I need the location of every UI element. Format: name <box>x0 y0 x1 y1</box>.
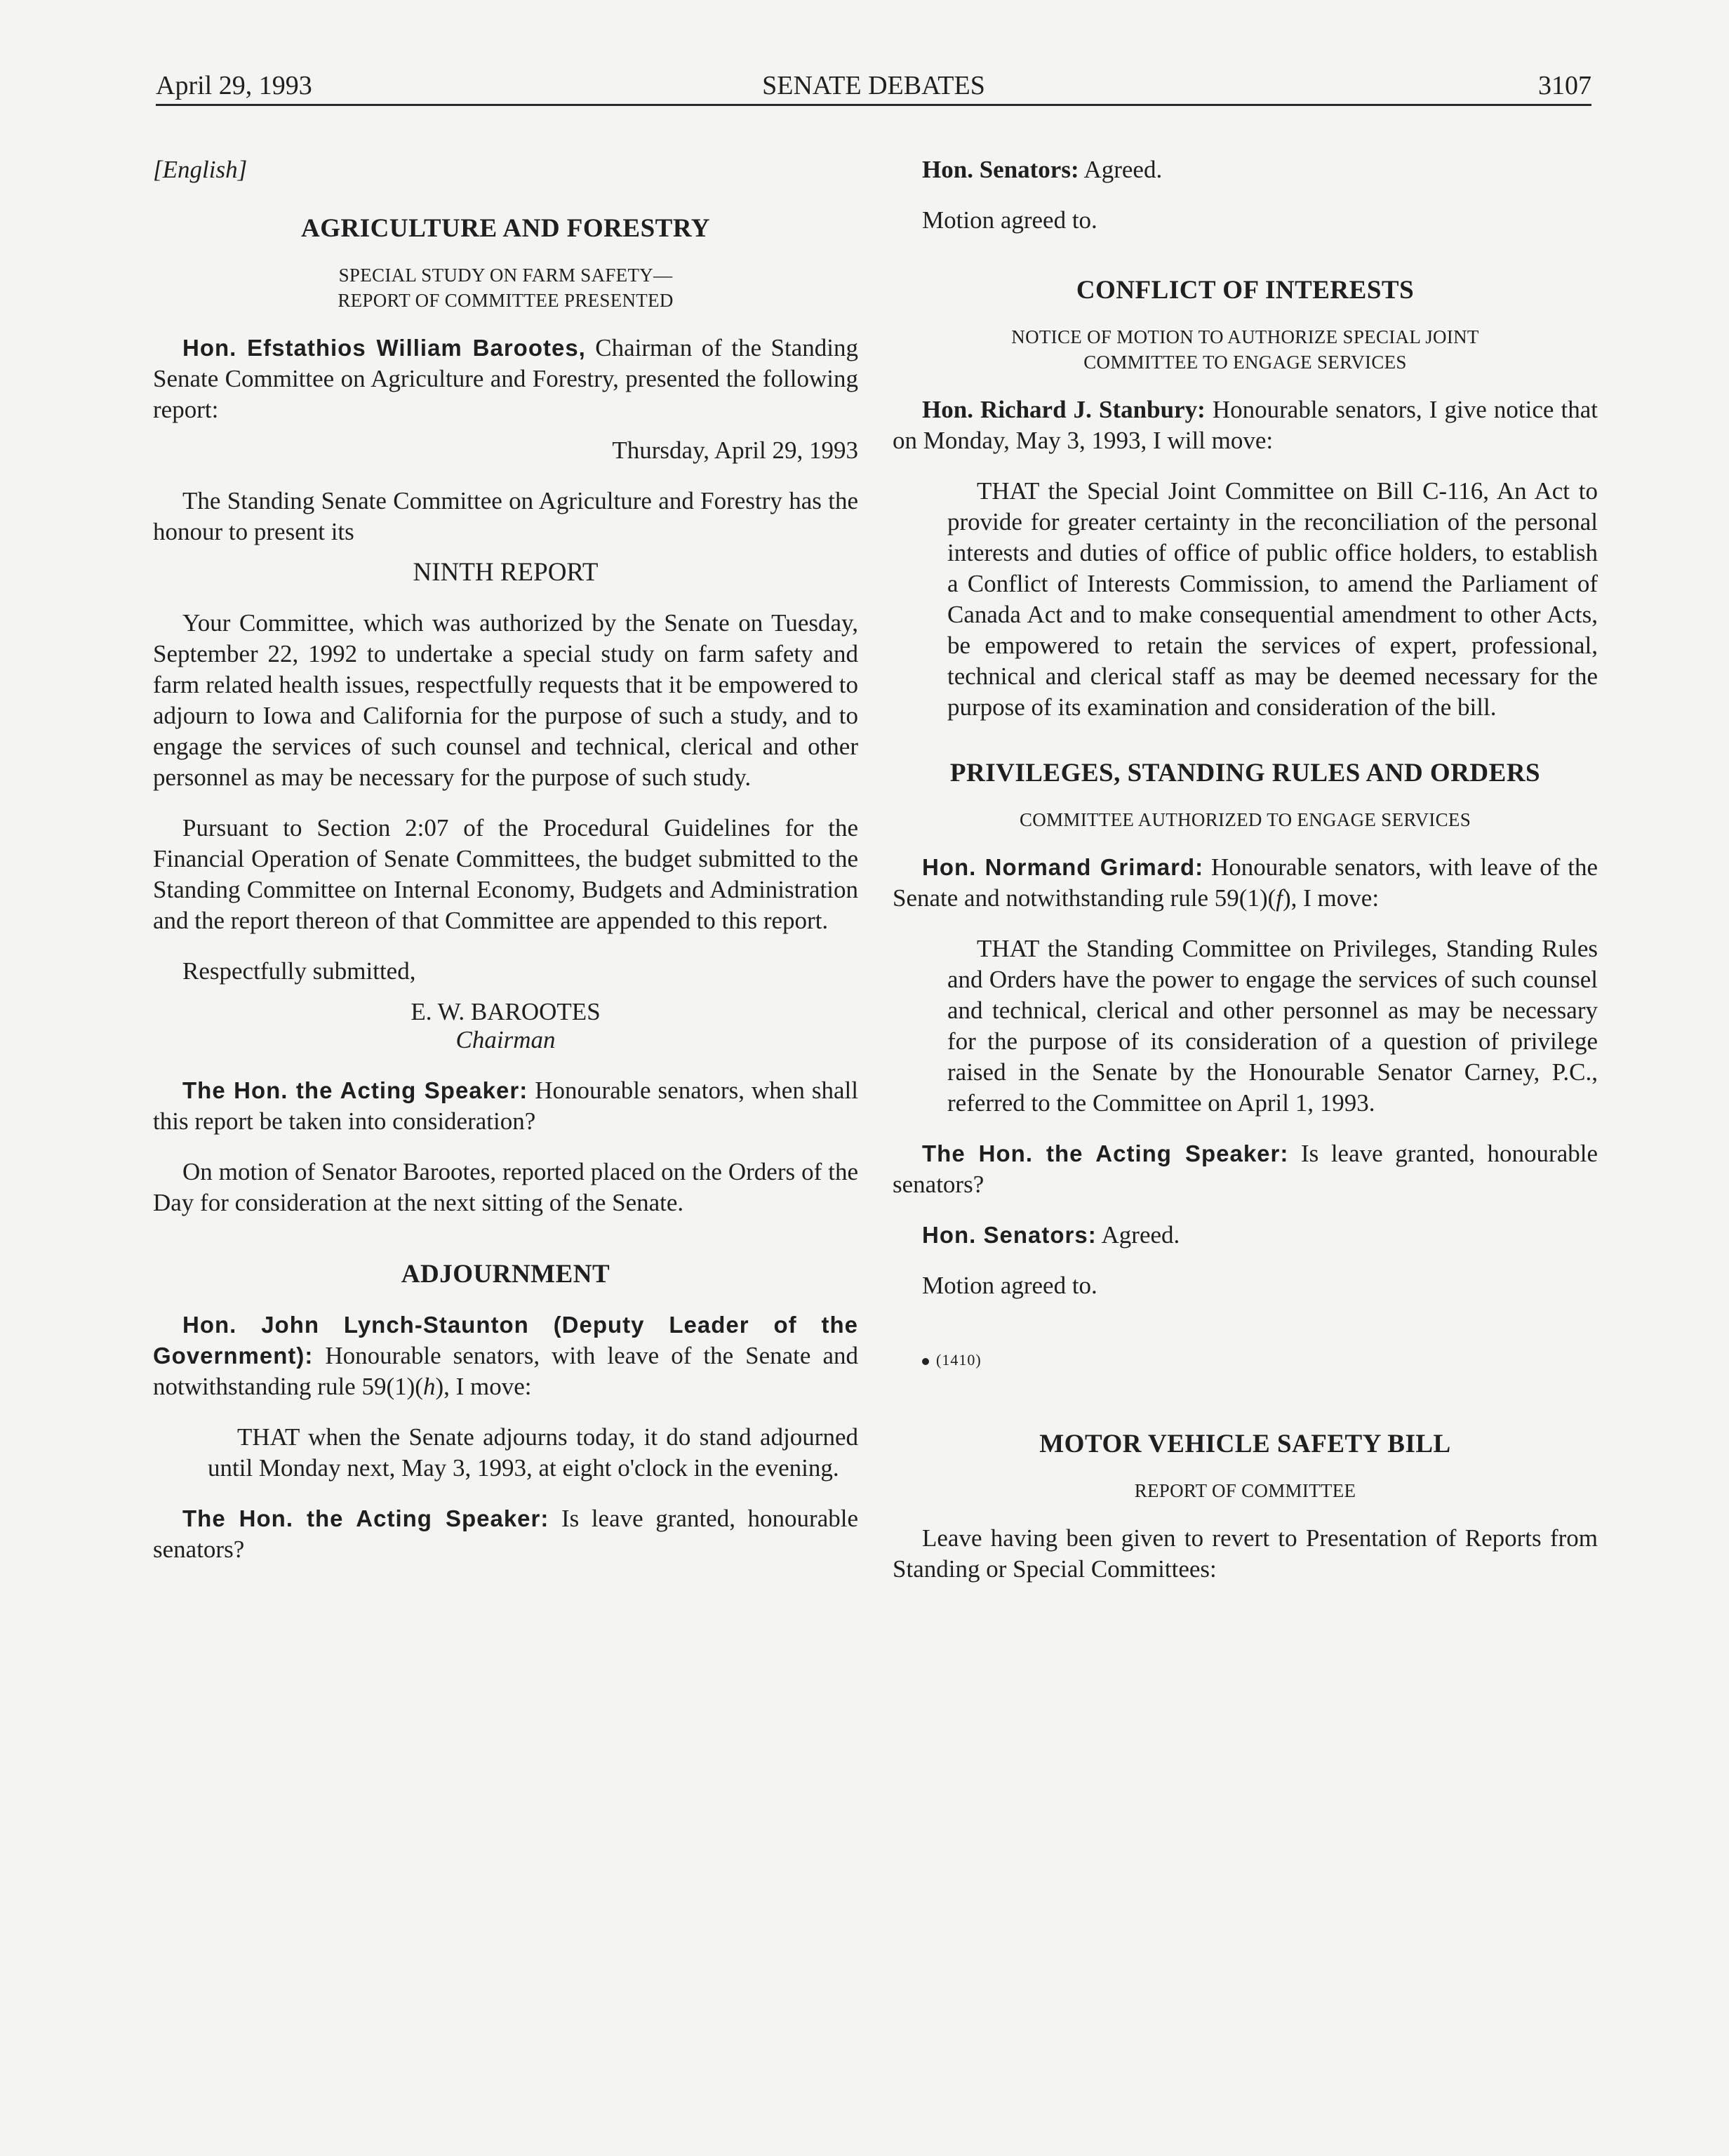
rule-letter: h <box>422 1373 436 1400</box>
acting-speaker-statement-3 <box>893 1138 1598 1200</box>
agriculture-subheading-2: REPORT OF COMMITTEE PRESENTED <box>338 290 674 311</box>
motor-vehicle-paragraph: Leave having been given to revert to Presentation of Reports from Standing or Special Committees: <box>893 1524 1598 1583</box>
speaker-name: The Hon. the Acting Speaker: <box>182 1077 528 1103</box>
speaker-name: Hon. John Lynch-Staunton (Deputy Leader of the Government): <box>153 1312 858 1369</box>
statement-text: Honourable senators, I give notice that on Monday, May 3, 1993, I will move: <box>893 396 1598 454</box>
agriculture-heading: AGRICULTURE AND FORESTRY <box>301 214 710 243</box>
report-intro: The Standing Senate Committee on Agriculture and Forestry has the honour to present its <box>153 487 858 545</box>
speaker-name: Hon. Richard J. Stanbury: <box>922 396 1206 423</box>
statement-text-a: Honourable senators, with leave of the Senate and notwithstanding rule 59(1)( <box>893 853 1598 912</box>
running-header <box>156 70 1591 105</box>
motion-agreed-1: Motion agreed to. <box>922 206 1097 234</box>
motion-paragraph: On motion of Senator Barootes, reported placed on the Orders of the Day for consideration at the next sitting of the Senate. <box>153 1158 858 1216</box>
acting-speaker-statement-1 <box>153 1075 858 1137</box>
rule-letter: f <box>1276 884 1283 912</box>
conflict-heading: CONFLICT OF INTERESTS <box>1076 276 1415 305</box>
grimard-statement <box>893 852 1598 914</box>
speaker-name: Hon. Normand Grimard: <box>922 854 1204 880</box>
header-title: SENATE DEBATES <box>762 71 985 100</box>
speaker-name: Hon. Efstathios William Barootes, <box>182 335 586 361</box>
header-date: April 29, 1993 <box>156 71 312 100</box>
conflict-subheading-2: COMMITTEE TO ENGAGE SERVICES <box>1083 352 1407 373</box>
respectfully-submitted: Respectfully submitted, <box>182 957 416 985</box>
report-paragraph-1: Your Committee, which was authorized by the Senate on Tuesday, September 22, 1992 to undertake a special study on farm safety and farm related health issues, respectfully requests that it be empowered to adjourn to Iowa and California for the purpose of such a study, and to engage the services of such counsel and technical, clerical and other personnel as may be necessary for the purpose of such study. <box>153 609 858 791</box>
statement-text-a: Honourable senators, with leave of the Senate and notwithstanding rule 59(1)( <box>153 1342 858 1400</box>
signer-title: Chairman <box>455 1026 556 1053</box>
speaker-name: Hon. Senators: <box>922 1222 1097 1248</box>
statement-text: Is leave granted, honourable senators? <box>153 1505 858 1563</box>
header-rule <box>156 104 1591 106</box>
bullet-icon <box>922 1358 929 1365</box>
lynch-staunton-statement <box>153 1310 858 1402</box>
barootes-statement <box>153 333 858 425</box>
speaker-name: The Hon. the Acting Speaker: <box>182 1505 549 1531</box>
senators-agreed-2 <box>893 1220 1598 1251</box>
statement-text-b: ), I move: <box>1283 884 1380 912</box>
motor-vehicle-heading: MOTOR VEHICLE SAFETY BILL <box>1039 1430 1451 1458</box>
statement-text: Agreed. <box>1101 1221 1180 1249</box>
speaker-name: The Hon. the Acting Speaker: <box>922 1140 1289 1166</box>
motion-agreed-2: Motion agreed to. <box>922 1272 1097 1299</box>
stanbury-motion: THAT the Special Joint Committee on Bill C-116, An Act to provide for greater certainty in the reconciliation of the personal interests and duties of office of public office holders, to establish a Conflict of Interests Commission, to amend the Parliament of Canada Act and to make consequential amendment to other Acts, be empowered to retain the services of expert, professional, technical and clerical staff as may be deemed necessary for the purpose of its examination and consideration of the bill. <box>947 477 1598 721</box>
acting-speaker-statement-2 <box>153 1503 858 1565</box>
speaker-name: Hon. Senators: <box>922 156 1079 183</box>
stanbury-statement <box>893 394 1598 456</box>
statement-text: Honourable senators, when shall this report be taken into consideration? <box>153 1077 858 1135</box>
report-paragraph-2: Pursuant to Section 2:07 of the Procedural Guidelines for the Financial Operation of Senate Committees, the budget submitted to the Standing Committee on Internal Economy, Budgets and Administration and the report thereon of that Committee are appended to this report. <box>153 814 858 934</box>
grimard-motion: THAT the Standing Committee on Privileges, Standing Rules and Orders have the power to engage the services of such counsel and technical, clerical and other personnel as may be necessary for the purpose of its consideration of a question of privilege raised in the Senate by the Honourable Senator Carney, P.C., referred to the Committee on April 1, 1993. <box>947 935 1598 1117</box>
motor-vehicle-subheading: REPORT OF COMMITTEE <box>1134 1480 1356 1501</box>
left-column <box>153 154 858 1565</box>
statement-text-b: ), I move: <box>435 1373 532 1400</box>
language-tag: [English] <box>153 156 248 183</box>
adjournment-heading: ADJOURNMENT <box>401 1260 610 1289</box>
statement-text: Is leave granted, honourable senators? <box>893 1140 1598 1198</box>
conflict-subheading-1: NOTICE OF MOTION TO AUTHORIZE SPECIAL JOINT <box>1011 326 1479 347</box>
report-title: NINTH REPORT <box>413 558 599 587</box>
time-marker <box>893 1345 1598 1376</box>
header-page-number: 3107 <box>1538 71 1591 100</box>
adjournment-motion: THAT when the Senate adjourns today, it do stand adjourned until Monday next, May 3, 1993, at eight o'clock in the evening. <box>208 1423 858 1482</box>
report-date: Thursday, April 29, 1993 <box>612 437 858 464</box>
time-marker-text: (1410) <box>936 1351 982 1369</box>
signer-name: E. W. BAROOTES <box>410 998 601 1025</box>
right-column <box>893 154 1598 1585</box>
privileges-heading: PRIVILEGES, STANDING RULES AND ORDERS <box>949 759 1541 787</box>
agriculture-subheading-1: SPECIAL STUDY ON FARM SAFETY— <box>338 265 673 286</box>
senators-agreed-1 <box>893 154 1598 185</box>
statement-text: Agreed. <box>1083 156 1163 183</box>
statement-text: Chairman of the Standing Senate Committee on Agriculture and Forestry, presented the following report: <box>153 334 858 423</box>
privileges-subheading: COMMITTEE AUTHORIZED TO ENGAGE SERVICES <box>1019 809 1471 830</box>
